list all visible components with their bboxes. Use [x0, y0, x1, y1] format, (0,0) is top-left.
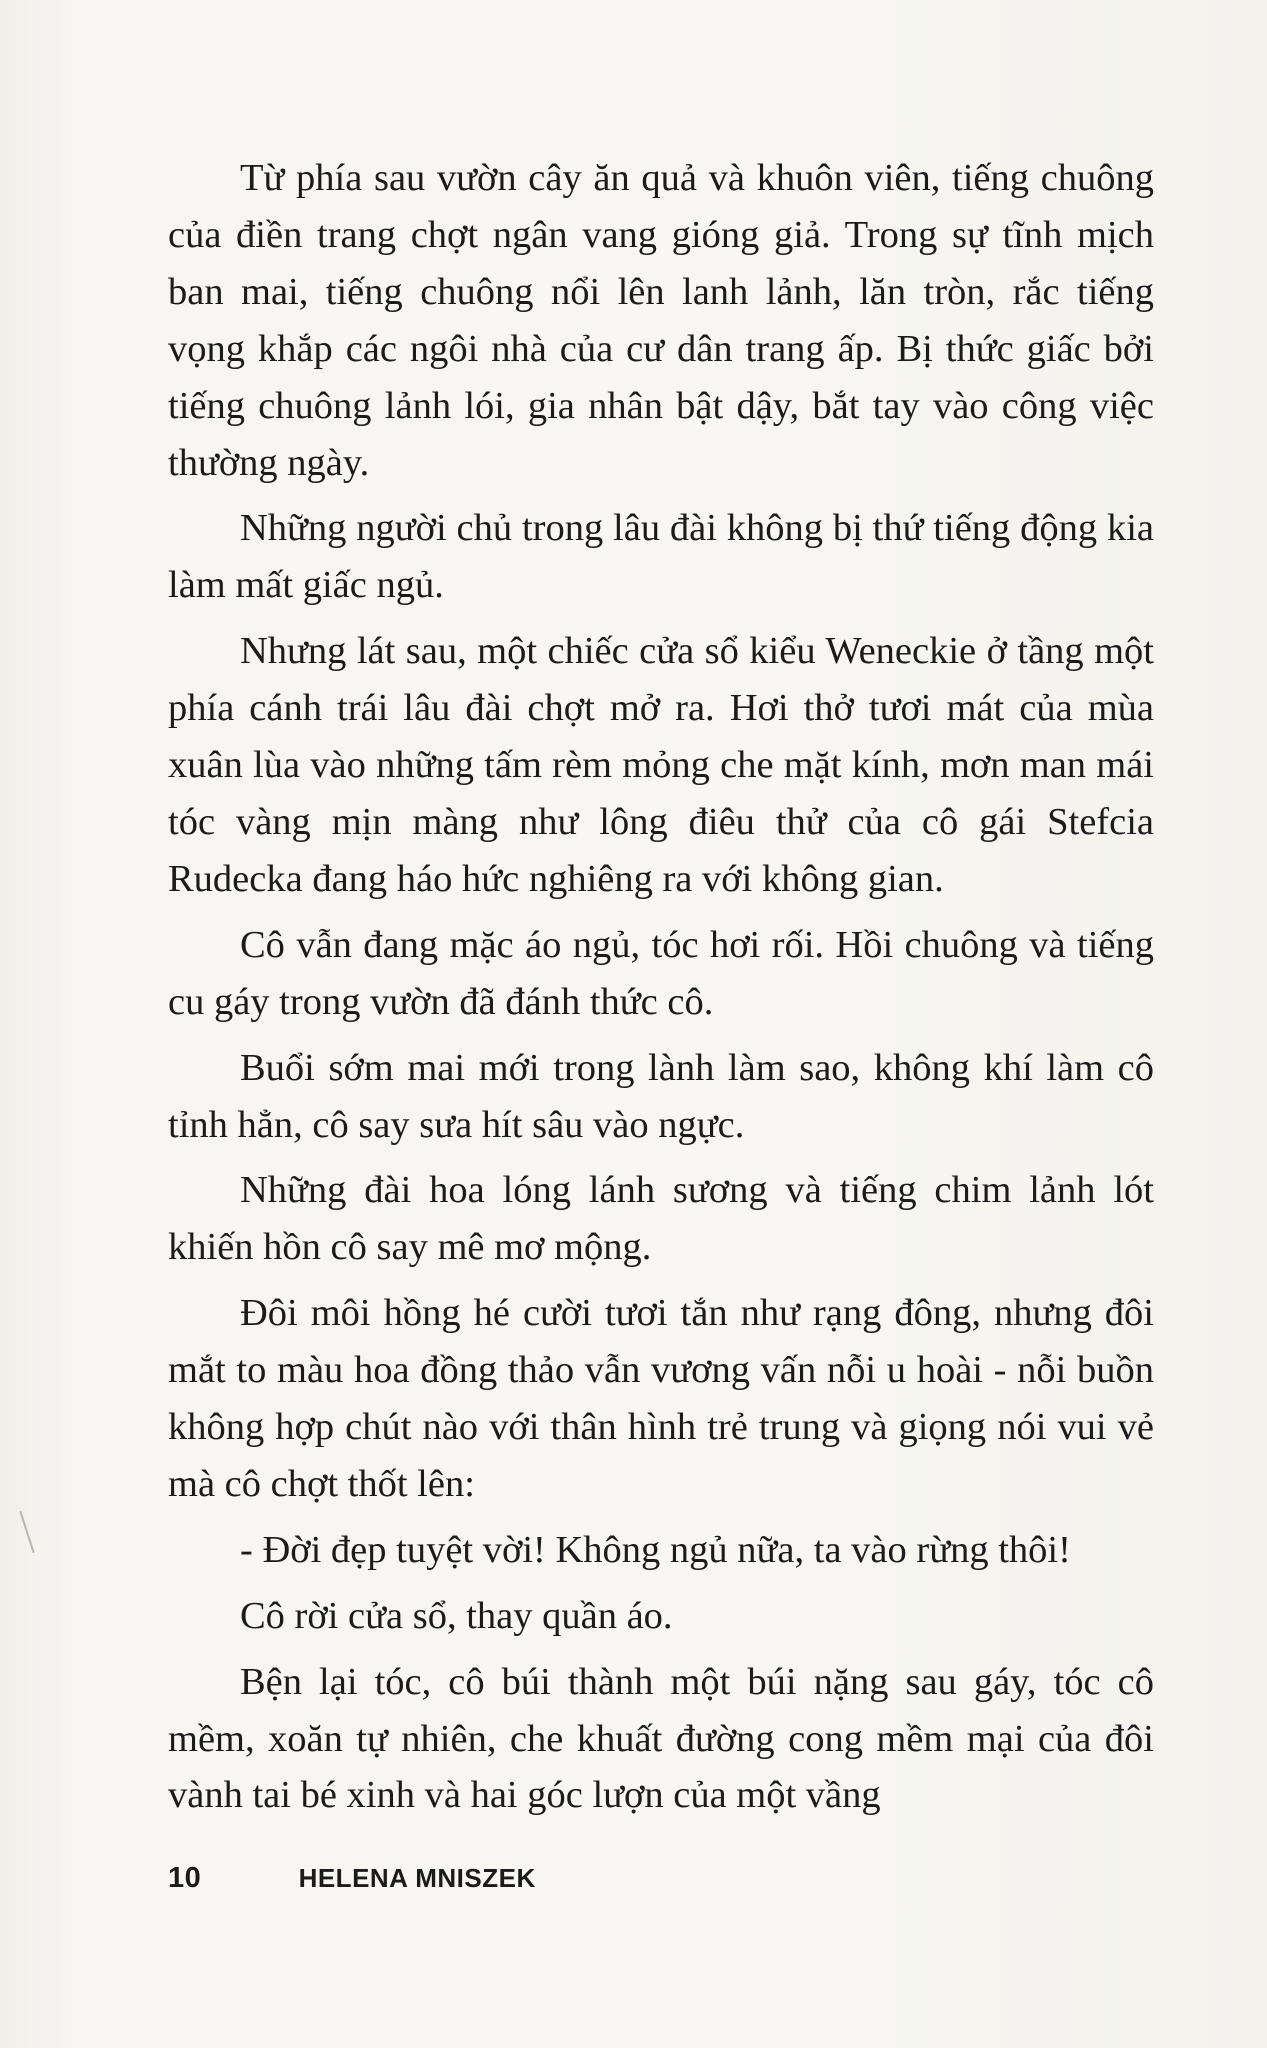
paragraph: - Đời đẹp tuyệt vời! Không ngủ nữa, ta vào rừng thôi! — [240, 1528, 1071, 1571]
page-footer — [168, 1862, 536, 1895]
paragraph: Cô vẫn đang mặc áo ngủ, tóc hơi rối. Hồi chuông và tiếng cu gáy trong vườn đã đánh thức cô. — [168, 923, 1154, 1023]
page-number: 10 — [168, 1862, 202, 1894]
paragraph: Những đài hoa lóng lánh sương và tiếng chim lảnh lót khiến hồn cô say mê mơ mộng. — [168, 1169, 1154, 1269]
paragraph: Từ phía sau vườn cây ăn quả và khuôn viên, tiếng chuông của điền trang chợt ngân vang gióng giả. Trong sự tĩnh mịch ban mai, tiếng chuông nổi lên lanh lảnh, lăn tròn, rắc tiếng vọng khắp các ngôi nhà của cư dân trang ấp. Bị thức giấc bởi tiếng chuông lảnh lói, gia nhân bật dậy, bắt tay vào công việc thường ngày. — [168, 157, 1154, 484]
paragraph: Cô rời cửa sổ, thay quần áo. — [240, 1594, 673, 1637]
paragraph: Những người chủ trong lâu đài không bị thứ tiếng động kia làm mất giấc ngủ. — [168, 507, 1154, 607]
page-edge-mark — [19, 1511, 34, 1553]
body-text — [168, 150, 1154, 1833]
paragraph: Nhưng lát sau, một chiếc cửa sổ kiểu Weneckie ở tầng một phía cánh trái lâu đài chợt mở ra. Hơi thở tươi mát của mùa xuân lùa vào những tấm rèm mỏng che mặt kính, mơn man mái tóc vàng mịn màng như lông điêu thử của cô gái Stefcia Rudecka đang háo hức nghiêng ra với không gian. — [168, 630, 1154, 900]
paragraph: Buổi sớm mai mới trong lành làm sao, không khí làm cô tỉnh hẳn, cô say sưa hít sâu vào ngực. — [168, 1046, 1154, 1146]
paragraph: Bện lại tóc, cô búi thành một búi nặng sau gáy, tóc cô mềm, xoăn tự nhiên, che khuất đường cong mềm mại của đôi vành tai bé xinh và hai góc lượn của một vầng — [168, 1660, 1154, 1817]
paragraph: Đôi môi hồng hé cười tươi tắn như rạng đông, nhưng đôi mắt to màu hoa đồng thảo vẫn vương vấn nỗi u hoài - nỗi buồn không hợp chút nào với thân hình trẻ trung và giọng nói vui vẻ mà cô chợt thốt lên: — [168, 1292, 1154, 1505]
author-name: HELENA MNISZEK — [298, 1863, 536, 1893]
